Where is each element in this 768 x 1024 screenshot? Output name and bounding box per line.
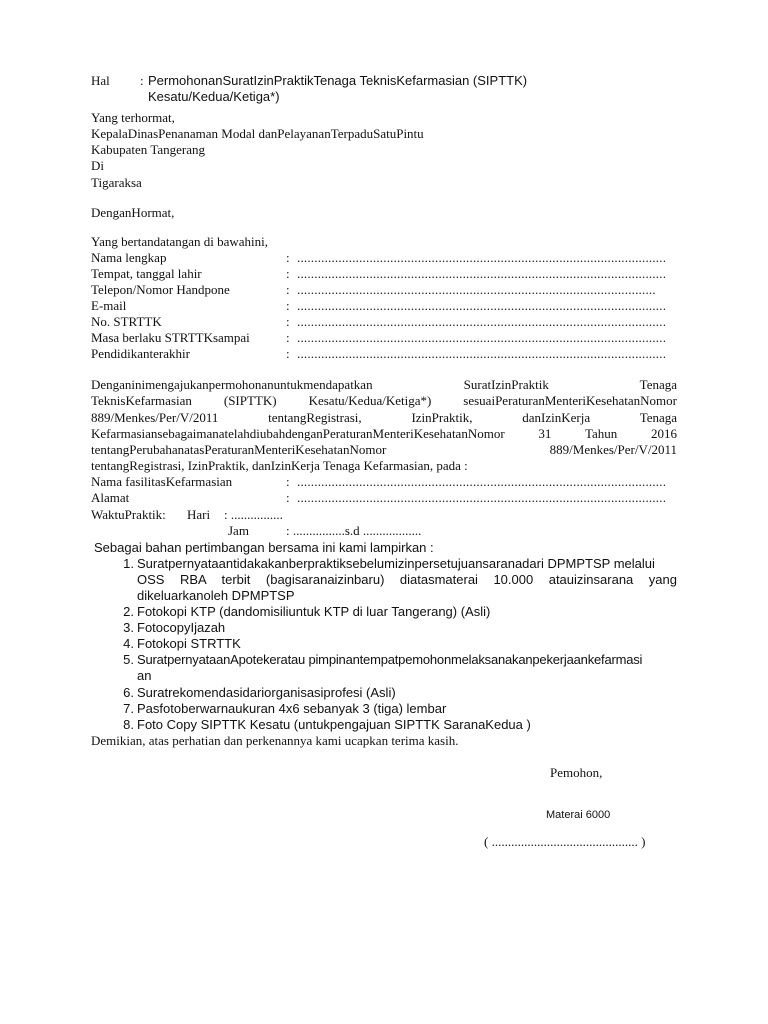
field-dots-ttl: ........................................................................................................... bbox=[297, 266, 667, 281]
attachments-intro: Sebagai bahan pertimbangan bersama ini kami lampirkan : bbox=[94, 540, 434, 555]
field-colon: : bbox=[286, 266, 290, 281]
field-dots-masa-berlaku: ........................................................................................................... bbox=[297, 330, 667, 345]
field-dots-alamat: ........................................................................................................... bbox=[297, 490, 667, 505]
field-label-strttk: No. STRTTK bbox=[91, 314, 162, 329]
field-dots-telepon: ........................................................................................................ bbox=[297, 282, 656, 297]
field-colon: : bbox=[286, 474, 290, 489]
field-colon: : bbox=[286, 490, 290, 505]
list-item-8: Foto Copy SIPTTK Kesatu (untukpengajuan SIPTTK SaranaKedua ) bbox=[137, 717, 531, 732]
field-colon: : bbox=[286, 330, 290, 345]
body-line-1: Denganinimengajukanpermohonanuntukmendapatkan SuratIzinPraktik Tenaga bbox=[91, 377, 678, 392]
body-line-6: tentangRegistrasi, IzinPraktik, danIzinKerja Tenaga Kefarmasian, pada : bbox=[91, 458, 468, 473]
recipient-line-2: Kabupaten Tangerang bbox=[91, 142, 205, 157]
schedule-hari-label: Hari bbox=[187, 507, 211, 522]
salutation: DenganHormat, bbox=[91, 205, 175, 220]
field-label-ttl: Tempat, tanggal lahir bbox=[91, 266, 202, 281]
schedule-label: WaktuPraktik: bbox=[91, 507, 166, 522]
field-colon: : bbox=[286, 314, 290, 329]
field-colon: : bbox=[286, 282, 290, 297]
schedule-hari-value: : ................ bbox=[224, 507, 283, 522]
closing-text: Demikian, atas perhatian dan perkenannya kami ucapkan terima kasih. bbox=[91, 733, 459, 748]
list-item-number: 5. bbox=[123, 652, 134, 667]
subject-line-1: PermohonanSuratIzinPraktikTenaga TeknisKefarmasian (SIPTTK) bbox=[148, 73, 528, 88]
intro-text: Yang bertandatangan di bawahini, bbox=[91, 234, 269, 249]
field-label-fasilitas: Nama fasilitasKefarmasian bbox=[91, 474, 233, 489]
list-item-number: 4. bbox=[123, 636, 134, 651]
list-item-3: FotocopyIjazah bbox=[137, 620, 226, 635]
field-colon: : bbox=[286, 346, 290, 361]
list-item-number: 1. bbox=[123, 556, 134, 571]
list-item-number: 3. bbox=[123, 620, 134, 635]
field-dots-nama: ........................................................................................................... bbox=[297, 250, 667, 265]
schedule-jam-label: Jam bbox=[228, 523, 249, 538]
recipient-line-3: Di bbox=[91, 158, 104, 173]
field-label-email: E-mail bbox=[91, 298, 127, 313]
list-item-5-line-1: SuratpernyataanApotekeratau pimpinantempatpemohonmelaksanakanpekerjaankefarmasi bbox=[137, 652, 643, 667]
body-line-5: tentangPerubahanatasPeraturanMenteriKesehatanNomor 889/Menkes/Per/V/2011 bbox=[91, 442, 677, 457]
list-item-number: 7. bbox=[123, 701, 134, 716]
field-label-alamat: Alamat bbox=[91, 490, 130, 505]
materai-label: Materai 6000 bbox=[546, 809, 611, 821]
list-item-1-line-2: OSS RBA terbit (bagisaranaizinbaru) diatasmaterai 10.000 atauizinsarana yang bbox=[137, 572, 677, 587]
list-item-number: 8. bbox=[123, 717, 134, 732]
list-item-5-line-2: an bbox=[137, 668, 152, 683]
hal-label: Hal bbox=[91, 73, 110, 88]
field-colon: : bbox=[286, 298, 290, 313]
hal-colon: : bbox=[140, 73, 144, 88]
field-label-nama: Nama lengkap bbox=[91, 250, 167, 265]
field-label-masa-berlaku: Masa berlaku STRTTKsampai bbox=[91, 330, 250, 345]
recipient-line-1: KepalaDinasPenanaman Modal danPelayananTerpaduSatuPintu bbox=[91, 126, 424, 141]
pemohon-label: Pemohon, bbox=[550, 765, 603, 780]
list-item-7: Pasfotoberwarnaukuran 4x6 sebanyak 3 (tiga) lembar bbox=[137, 701, 447, 716]
recipient-greeting: Yang terhormat, bbox=[91, 110, 175, 125]
list-item-6: Suratrekomendasidariorganisasiprofesi (Asli) bbox=[137, 685, 396, 700]
subject-line-2: Kesatu/Kedua/Ketiga*) bbox=[148, 89, 280, 104]
body-line-3: 889/Menkes/Per/V/2011 tentangRegistrasi, IzinPraktik, danIzinKerja Tenaga bbox=[91, 410, 678, 425]
field-dots-strttk: ........................................................................................................... bbox=[297, 314, 667, 329]
list-item-2: Fotokopi KTP (dandomisiliuntuk KTP di luar Tangerang) (Asli) bbox=[137, 604, 491, 619]
signature-name-placeholder: ( ............................................. ) bbox=[484, 834, 646, 849]
list-item-number: 2. bbox=[123, 604, 134, 619]
list-item-number: 6. bbox=[123, 685, 134, 700]
field-dots-fasilitas: ........................................................................................................... bbox=[297, 474, 667, 489]
recipient-line-4: Tigaraksa bbox=[91, 175, 142, 190]
list-item-1-line-1: Suratpernyataantidakakanberpraktiksebelumizinpersetujuansaranadari DPMPTSP melalui bbox=[137, 556, 655, 571]
field-dots-email: ........................................................................................................... bbox=[297, 298, 667, 313]
body-line-2: TeknisKefarmasian (SIPTTK) Kesatu/Kedua/Ketiga*) sesuaiPeraturanMenteriKesehatanNomor bbox=[91, 393, 677, 408]
field-colon: : bbox=[286, 250, 290, 265]
list-item-1-line-3: dikeluarkanoleh DPMPTSP bbox=[137, 588, 295, 603]
schedule-jam-value: : ................s.d .................. bbox=[286, 523, 422, 538]
body-line-4: KefarmasiansebagaimanatelahdiubahdenganPeraturanMenteriKesehatanNomor 31 Tahun 2016 bbox=[91, 426, 677, 441]
field-label-telepon: Telepon/Nomor Handpone bbox=[91, 282, 230, 297]
field-label-pendidikan: Pendidikanterakhir bbox=[91, 346, 190, 361]
field-dots-pendidikan: ........................................................................................................... bbox=[297, 346, 667, 361]
list-item-4: Fotokopi STRTTK bbox=[137, 636, 241, 651]
